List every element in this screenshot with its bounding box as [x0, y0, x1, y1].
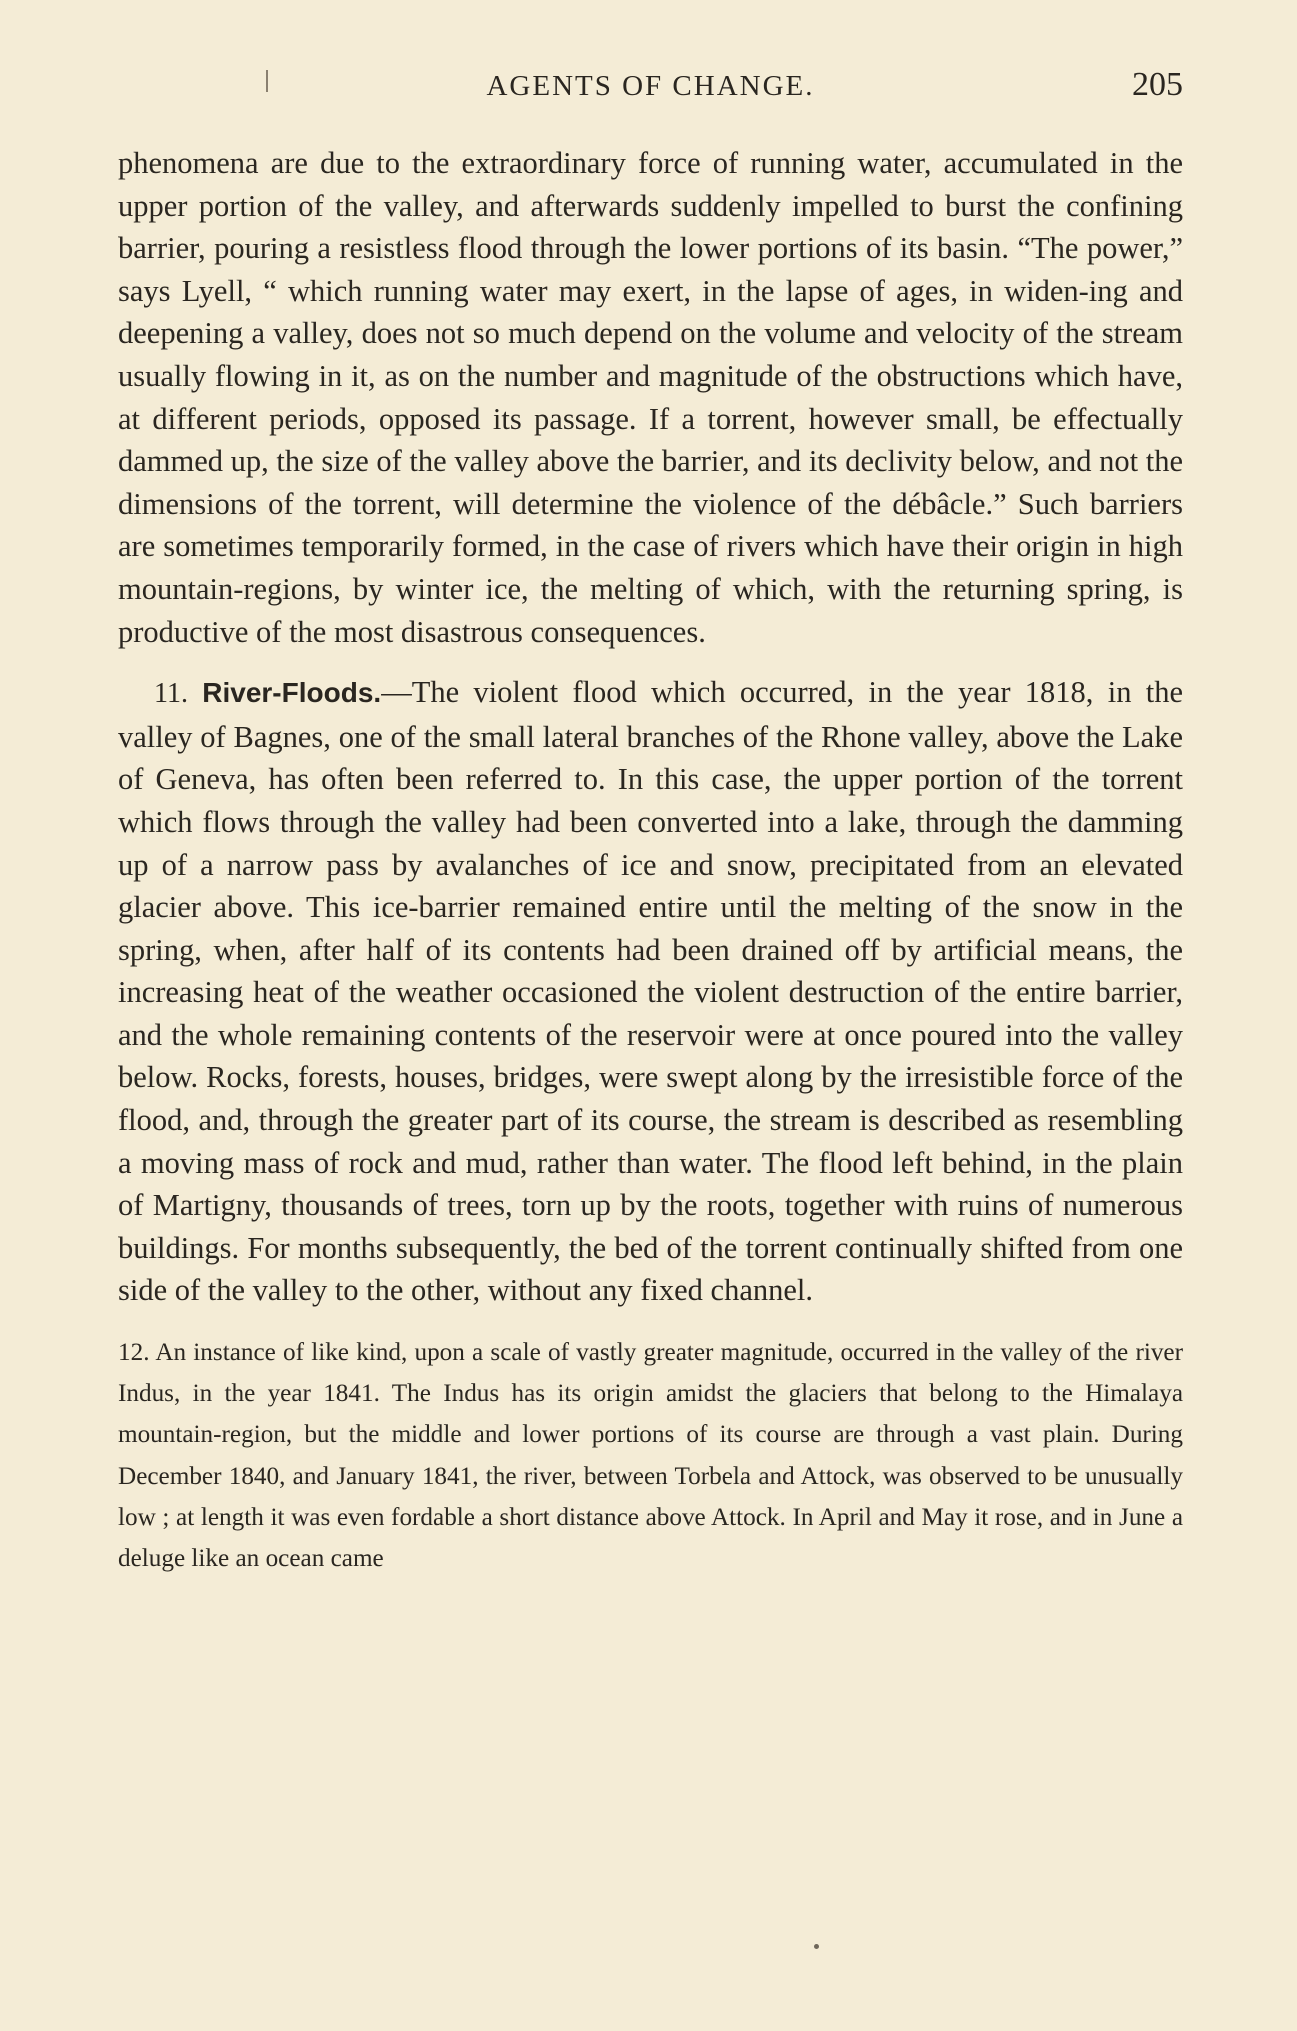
running-head [118, 66, 1183, 110]
section-number: 12. [118, 1339, 150, 1367]
printer-mark [814, 1944, 819, 1949]
page-number: 205 [1132, 66, 1183, 103]
section-heading: River-Floods. [202, 677, 382, 709]
body-text [118, 142, 1183, 1579]
paragraph-text: —The violent flood which occurred, in the year 1818, in the valley of Bagnes, one of the small lateral branches of the Rhone valley, above the Lake of Geneva, has often been referred to. In this case, the upper portion of the torrent which flows through the valley had been converted into a lake, through the damming up of a narrow pass by avalanches of ice and snow, precipitated from an elevated glacier above. This ice-barrier remained entire until the melting of the snow in the spring, when, after half of its contents had been drained off by artificial means, the increasing heat of the weather occasioned the violent destruction of the entire barrier, and the whole remaining contents of the reservoir were at once poured into the valley below. Rocks, forests, houses, bridges, were swept along by the irresistible force of the flood, and, through the greater part of its course, the stream is described as resembling a moving mass of rock and mud, rather than water. The flood left behind, in the plain of Martigny, thousands of trees, torn up by the roots, together with ruins of numerous buildings. For months subsequently, the bed of the torrent continually shifted from one side of the valley to the other, without any fixed channel. [118, 675, 1183, 1308]
section-number: 11. [154, 678, 188, 710]
paragraph-indus [118, 1332, 1183, 1579]
paragraph-text: An instance of like kind, upon a scale of vastly greater magnitude, occurred in the valley of the river Indus, in the year 1841. The Indus has its origin amidst the glaciers that belong to the Himalaya mountain-region, but the middle and lower portions of its course are through a vast plain. During December 1840, and January 1841, the river, between Torbela and Attock, was observed to be unusually low ; at length it was even fordable a short distance above Attock. In April and May it rose, and in June a deluge like an ocean came [118, 1339, 1183, 1573]
paragraph-river-floods [118, 671, 1183, 1312]
paragraph-continuation: phenomena are due to the extraordinary force of running water, accumulated in the upper portion of the valley, and afterwards suddenly impelled to burst the confining barrier, pouring a resistless flood through the lower portions of its basin. “The power,” says Lyell, “ which running water may exert, in the lapse of ages, in widen-ing and deepening a valley, does not so much depend on the volume and velocity of the stream usually flowing in it, as on the number and magnitude of the obstructions which have, at different periods, opposed its passage. If a torrent, however small, be effectually dammed up, the size of the valley above the barrier, and its declivity below, and not the dimensions of the torrent, will determine the violence of the débâcle.” Such barriers are sometimes temporarily formed, in the case of rivers which have their origin in high mountain-regions, by winter ice, the melting of which, with the returning spring, is productive of the most disastrous consequences. [118, 146, 1183, 649]
running-title: AGENTS OF CHANGE. [486, 70, 815, 102]
